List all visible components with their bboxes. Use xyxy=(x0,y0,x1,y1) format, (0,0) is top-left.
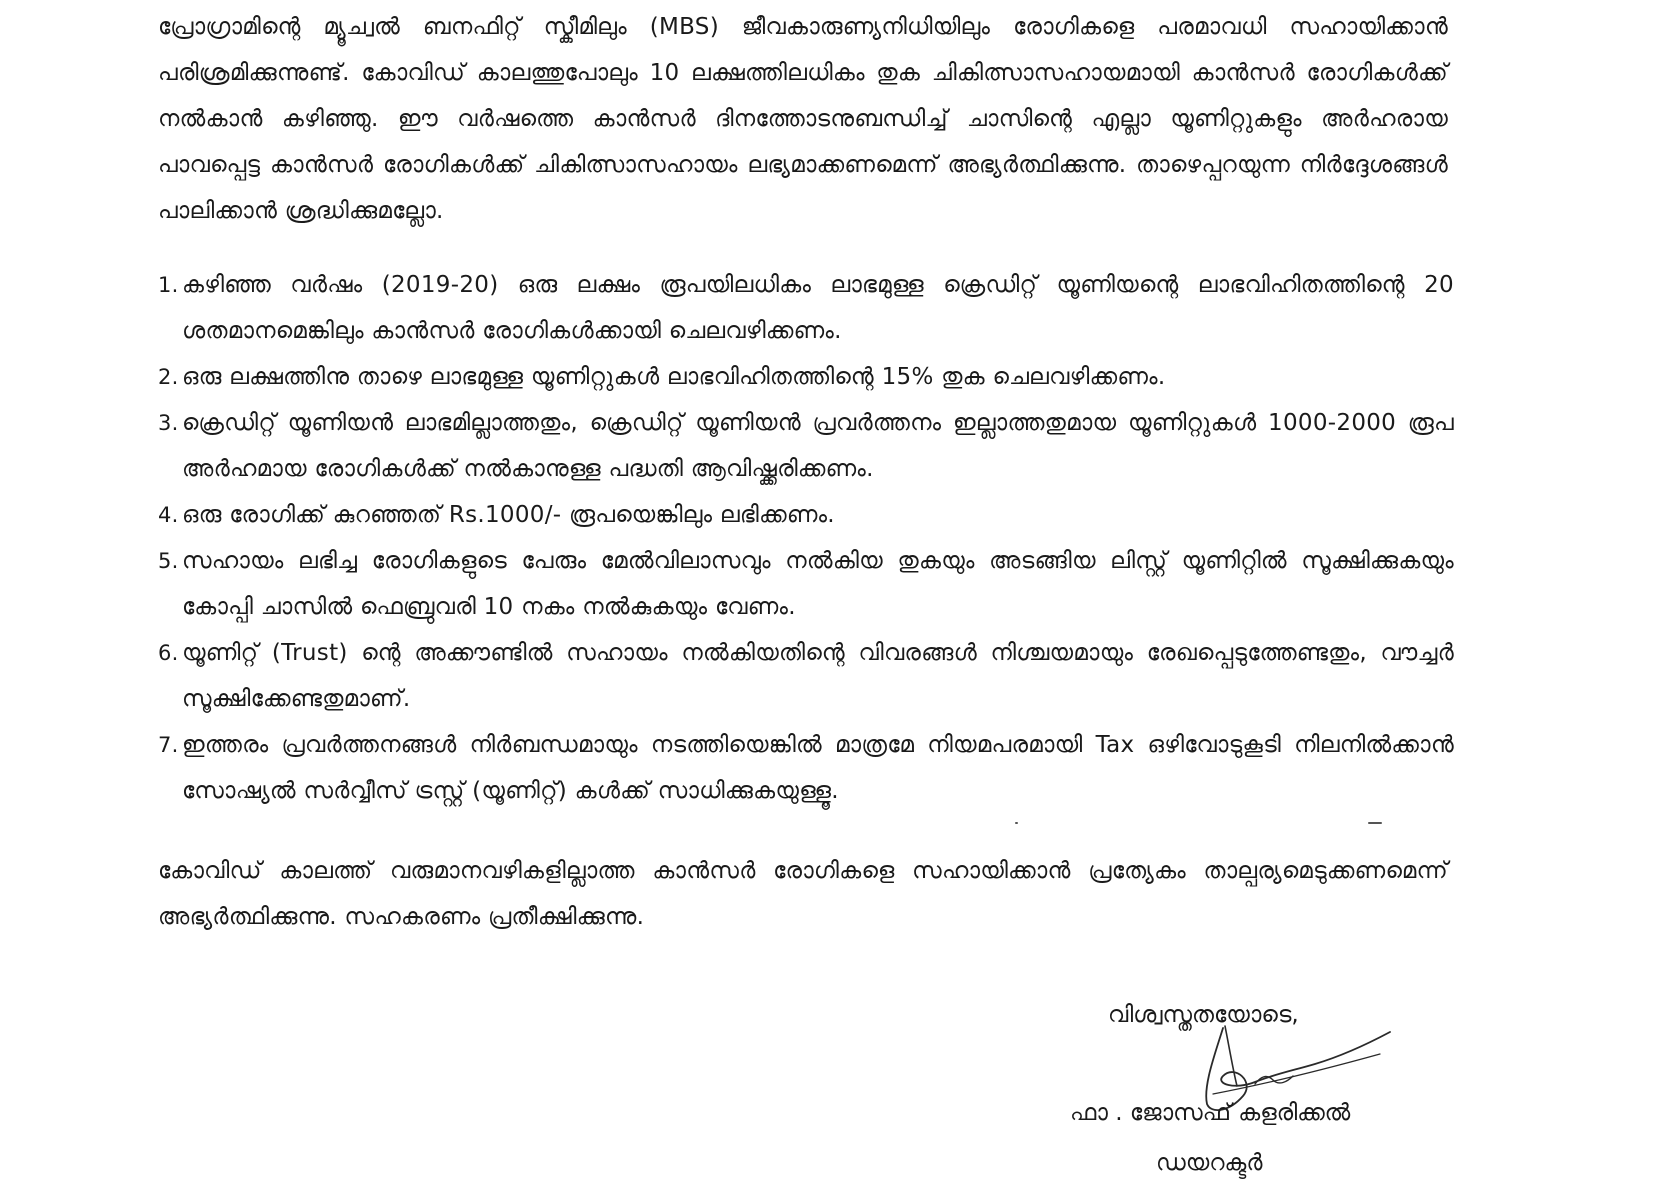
list-item-text: ഇത്തരം പ്രവർത്തനങ്ങൾ നിർബന്ധമായും നടത്തിയെങ്കിൽ മാത്രമേ നിയമപരമായി Tax ഒഴിവോടുകൂടി നിലനിൽക്കാൻ സോഷ്യൽ സർവ്വീസ് ട്രസ്റ്റ് (യൂണിറ്റ്) കൾക്ക് സാധിക്കുകയുള്ളൂ. xyxy=(182,732,1454,804)
list-item-number: 3. xyxy=(158,411,179,435)
list-item-text: ഒരു രോഗിക്ക് കുറഞ്ഞത് Rs.1000/- രൂപയെങ്കിലും ലഭിക്കണം. xyxy=(182,502,835,528)
list-item-text: യൂണിറ്റ് (Trust) ന്റെ അക്കൗണ്ടിൽ സഹായം നൽകിയതിന്റെ വിവരങ്ങൾ നിശ്ചയമായും രേഖപ്പെടുത്തേണ്ടതും, വൗച്ചർ സൂക്ഷിക്കേണ്ടതുമാണ്. xyxy=(182,640,1454,712)
signer-title: ഡയറക്ടർ xyxy=(1156,1150,1263,1176)
list-item-number: 7. xyxy=(158,733,179,757)
signoff: വിശ്വസ്തതയോടെ, xyxy=(1108,1002,1299,1028)
list-item-text: ഒരു ലക്ഷത്തിനു താഴെ ലാഭമുള്ള യൂണിറ്റുകൾ ലാഭവിഹിതത്തിന്റെ 15% തുക ചെലവഴിക്കണം. xyxy=(182,364,1166,390)
signer-name: ഫാ . ജോസഫ് കളരിക്കൽ xyxy=(1070,1100,1351,1126)
list-item-number: 2. xyxy=(158,365,179,389)
list-item-number: 5. xyxy=(158,549,179,573)
scan-speck xyxy=(1368,822,1382,824)
list-item-text: ക്രെഡിറ്റ് യൂണിയൻ ലാഭമില്ലാത്തതും, ക്രെഡിറ്റ് യൂണിയൻ പ്രവർത്തനം ഇല്ലാത്തതുമായ യൂണിറ്റുകൾ 1000-2000 രൂപ അർഹമായ രോഗികൾക്ക് നൽകാനുള്ള പദ്ധതി ആവിഷ്ക്കരിക്കണം. xyxy=(182,410,1454,482)
list-item-number: 1. xyxy=(158,273,179,297)
list-item-text: കഴിഞ്ഞ വർഷം (2019-20) ഒരു ലക്ഷം രൂപയിലധികം ലാഭമുള്ള ക്രെഡിറ്റ് യൂണിയന്റെ ലാഭവിഹിതത്തിന്റെ 20 ശതമാനമെങ്കിലും കാൻസർ രോഗികൾക്കായി ചെലവഴിക്കണം. xyxy=(182,272,1454,344)
list-item-number: 4. xyxy=(158,503,179,527)
instruction-list xyxy=(158,262,1454,814)
list-item xyxy=(158,354,1454,400)
closing-paragraph: കോവിഡ് കാലത്ത് വരുമാനവഴികളില്ലാത്ത കാൻസർ രോഗികളെ സഹായിക്കാൻ പ്രത്യേകം താല്പര്യമെടുക്കണമെന്ന് അഭ്യർത്ഥിക്കുന്നു. സഹകരണം പ്രതീക്ഷിക്കുന്നു. xyxy=(158,858,1448,930)
list-item xyxy=(158,492,1454,538)
list-item xyxy=(158,538,1454,630)
list-item xyxy=(158,722,1454,814)
intro-paragraph: പ്രോഗ്രാമിന്റെ മ്യൂച്വൽ ബനഫിറ്റ് സ്കീമിലും (MBS) ജീവകാരുണ്യനിധിയിലും രോഗികളെ പരമാവധി സഹായിക്കാൻ പരിശ്രമിക്കുന്നുണ്ട്. കോവിഡ് കാലത്തുപോലും 10 ലക്ഷത്തിലധികം തുക ചികിത്സാസഹായമായി കാൻസർ രോഗികൾക്ക് നൽകാൻ കഴിഞ്ഞു. ഈ വർഷത്തെ കാൻസർ ദിനത്തോടനുബന്ധിച്ച് ചാസിന്റെ എല്ലാ യൂണിറ്റുകളും അർഹരായ പാവപ്പെട്ട കാൻസർ രോഗികൾക്ക് ചികിത്സാസഹായം ലഭ്യമാക്കണമെന്ന് അഭ്യർത്ഥിക്കുന്നു. താഴെപ്പറയുന്ന നിർദ്ദേശങ്ങൾ പാലിക്കാൻ ശ്രദ്ധിക്കുമല്ലോ. xyxy=(158,14,1448,224)
list-item xyxy=(158,262,1454,354)
list-item xyxy=(158,630,1454,722)
list-item xyxy=(158,400,1454,492)
scan-speck xyxy=(1015,822,1018,824)
list-item-number: 6. xyxy=(158,641,179,665)
list-item-text: സഹായം ലഭിച്ച രോഗികളുടെ പേരും മേൽവിലാസവും നൽകിയ തുകയും അടങ്ങിയ ലിസ്റ്റ് യൂണിറ്റിൽ സൂക്ഷിക്കുകയും കോപ്പി ചാസിൽ ഫെബ്രുവരി 10 നകം നൽകുകയും വേണം. xyxy=(182,548,1454,620)
